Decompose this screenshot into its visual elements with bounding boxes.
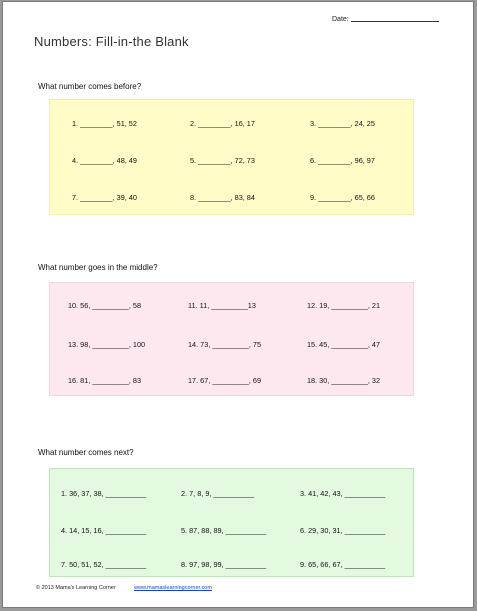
problem-item: 16. 81, _________, 83	[68, 376, 142, 385]
problem-item: 17. 67, _________, 69	[188, 376, 262, 385]
date-field	[332, 16, 439, 23]
problem-item: 2. 7, 8, 9, __________	[181, 489, 255, 498]
problem-item: 11. 11, _________13	[188, 301, 256, 310]
problem-item: 3. ________, 24, 25	[310, 119, 375, 128]
problem-item: 5. ________, 72, 73	[190, 156, 255, 165]
problem-item: 10. 56, _________, 58	[68, 301, 142, 310]
problem-item: 6. ________, 96, 97	[310, 156, 375, 165]
problem-item: 3. 41, 42, 43, __________	[300, 489, 386, 498]
section-box-middle	[49, 282, 414, 396]
problem-item: 1. 36, 37, 38, __________	[61, 489, 147, 498]
problem-item: 4. ________, 48, 49	[72, 156, 137, 165]
problem-item: 9. 65, 66, 67, __________	[300, 560, 386, 569]
section-question-next: What number comes next?	[38, 448, 134, 457]
page-title: Numbers: Fill-in-the Blank	[34, 34, 189, 49]
section-box-next	[49, 468, 414, 577]
problem-item: 18. 30, _________, 32	[307, 376, 381, 385]
problem-item: 6. 29, 30, 31, __________	[300, 526, 386, 535]
problem-item: 4. 14, 15, 16, __________	[61, 526, 147, 535]
problem-item: 15. 45, _________, 47	[307, 340, 381, 349]
date-label: Date:	[332, 16, 349, 23]
date-blank-line	[351, 21, 439, 22]
problem-item: 14. 73, _________, 75	[188, 340, 262, 349]
worksheet-page	[3, 2, 473, 607]
problem-item: 7. ________, 39, 40	[72, 193, 137, 202]
problem-item: 12. 19, _________, 21	[307, 301, 381, 310]
problem-item: 2. ________, 16, 17	[190, 119, 255, 128]
problem-item: 7. 50, 51, 52, __________	[61, 560, 147, 569]
problem-item: 1. ________, 51, 52	[72, 119, 137, 128]
section-question-before: What number comes before?	[38, 82, 142, 91]
problem-item: 8. ________, 83, 84	[190, 193, 255, 202]
problem-item: 8. 97, 98, 99, __________	[181, 560, 267, 569]
problem-item: 13. 98, _________, 100	[68, 340, 146, 349]
footer-website-link[interactable]: www.mamaslearningcorner.com	[134, 585, 212, 591]
problem-item: 9. ________, 65, 66	[310, 193, 375, 202]
section-question-middle: What number goes in the middle?	[38, 263, 158, 272]
section-box-before	[49, 99, 414, 215]
problem-item: 5. 87, 88, 89, __________	[181, 526, 267, 535]
footer-copyright: © 2013 Mama's Learning Corner	[36, 585, 116, 591]
